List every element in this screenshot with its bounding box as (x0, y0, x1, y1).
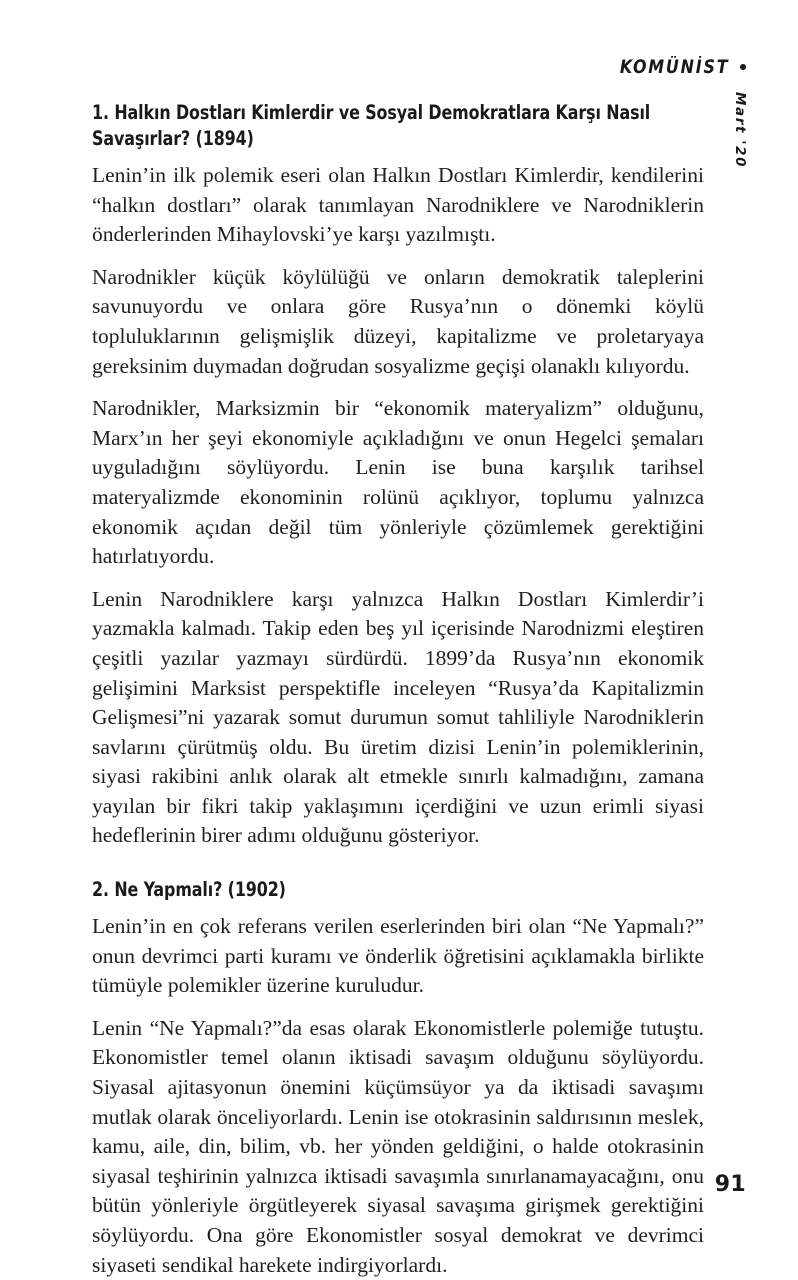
paragraph: Lenin Narodniklere karşı yalnızca Halkın Dostları Kimlerdir’i yazmakla kalmadı. Takip eden beş yıl içerisinde Narodnizmi eleştiren çeşitli yazılar yazmayı sürdürdü. 1899’da Rusya’nın ekonomik gelişimini Marksist perspektifle inceleyen “Rusya’da Kapitalizmin Gelişmesi”ni yazarak somut durumun somut tahliliyle Narodniklerin savlarını çürütmüş oldu. Bu üretim dizisi Lenin’in polemiklerinin, siyasi rakibini anlık olarak alt etmekle sınırlı kalmadığını, zamana yayılan bir fikri takip yaklaşımını içerdiğini ve uzun erimli siyasi hedeflerinin birer adımı olduğunu gösteriyor. (92, 586, 704, 848)
masthead-title: KOMÜNİST (619, 56, 729, 78)
paragraph: Lenin “Ne Yapmalı?”da esas olarak Ekonomistlerle polemiğe tutuştu. Ekonomistler temel olanın iktisadi savaşım olduğunu söylüyordu. Siyasal ajitasyonun önemini küçümsüyor ya da iktisadi savaşımı mutlak olarak önceliyorlardı. Lenin ise otokrasinin saldırısının meslek, kamu, aile, din, bilim, vb. her yönden geldiğini, o halde otokrasinin siyasal teşhirinin yalnızca iktisadi savaşımla sınırlanamayacağını, onu bütün yönleriyle örgütleyerek siyasal savaşıma girişmek gerektiğini söylüyordu. Ona göre Ekonomistler sosyal demokrat ve devrimci siyaseti sendikal harekete indirgiyorlardı. (92, 1015, 704, 1277)
paragraph: Narodnikler, Marksizmin bir “ekonomik materyalizm” olduğunu, Marx’ın her şeyi ekonomiyle açıkladığını ve onun Hegelci şemaları uyguladığını söylüyordu. Lenin ise buna karşılık tarihsel materyalizmde ekonominin rolünü açıklıyor, toplumu yalnızca ekonomik açıdan değil tüm yönleriyle çözümlemek gerektiğini hatırlatıyordu. (92, 396, 704, 569)
text-column (92, 100, 704, 1280)
section-heading-2: 2. Ne Yapmalı? (1902) (92, 878, 286, 902)
issue-date-label: Mart '20 (732, 92, 748, 169)
running-head (602, 55, 746, 79)
page-number: 91 (714, 1172, 746, 1197)
bullet-dot-icon (740, 64, 746, 70)
section-heading-1: 1. Halkın Dostları Kimlerdir ve Sosyal Demokratlara Karşı Nasıl Savaşırlar? (1894) (92, 101, 651, 150)
paragraph: Lenin’in en çok referans verilen eserlerinden biri olan “Ne Yapmalı?” onun devrimci parti kuramı ve önderlik öğretisini açıklamakla birlikte tümüyle polemikler üzerine kuruludur. (92, 914, 704, 998)
paragraph: Lenin’in ilk polemik eseri olan Halkın Dostları Kimlerdir, kendilerini “halkın dostları” olarak tanımlayan Narodniklere ve Narodniklerin önderlerinden Mihaylovski’ye karşı yazılmıştı. (92, 163, 704, 247)
paragraph: Narodnikler küçük köylülüğü ve onların demokratik taleplerini savunuyordu ve onlara göre Rusya’nın o dönemki köylü topluluklarının gelişmişlik düzeyi, kapitalizme ve proletaryaya gereksinim duymadan doğrudan sosyalizme geçişi olanaklı kılıyordu. (92, 264, 704, 378)
issue-date (732, 92, 754, 212)
